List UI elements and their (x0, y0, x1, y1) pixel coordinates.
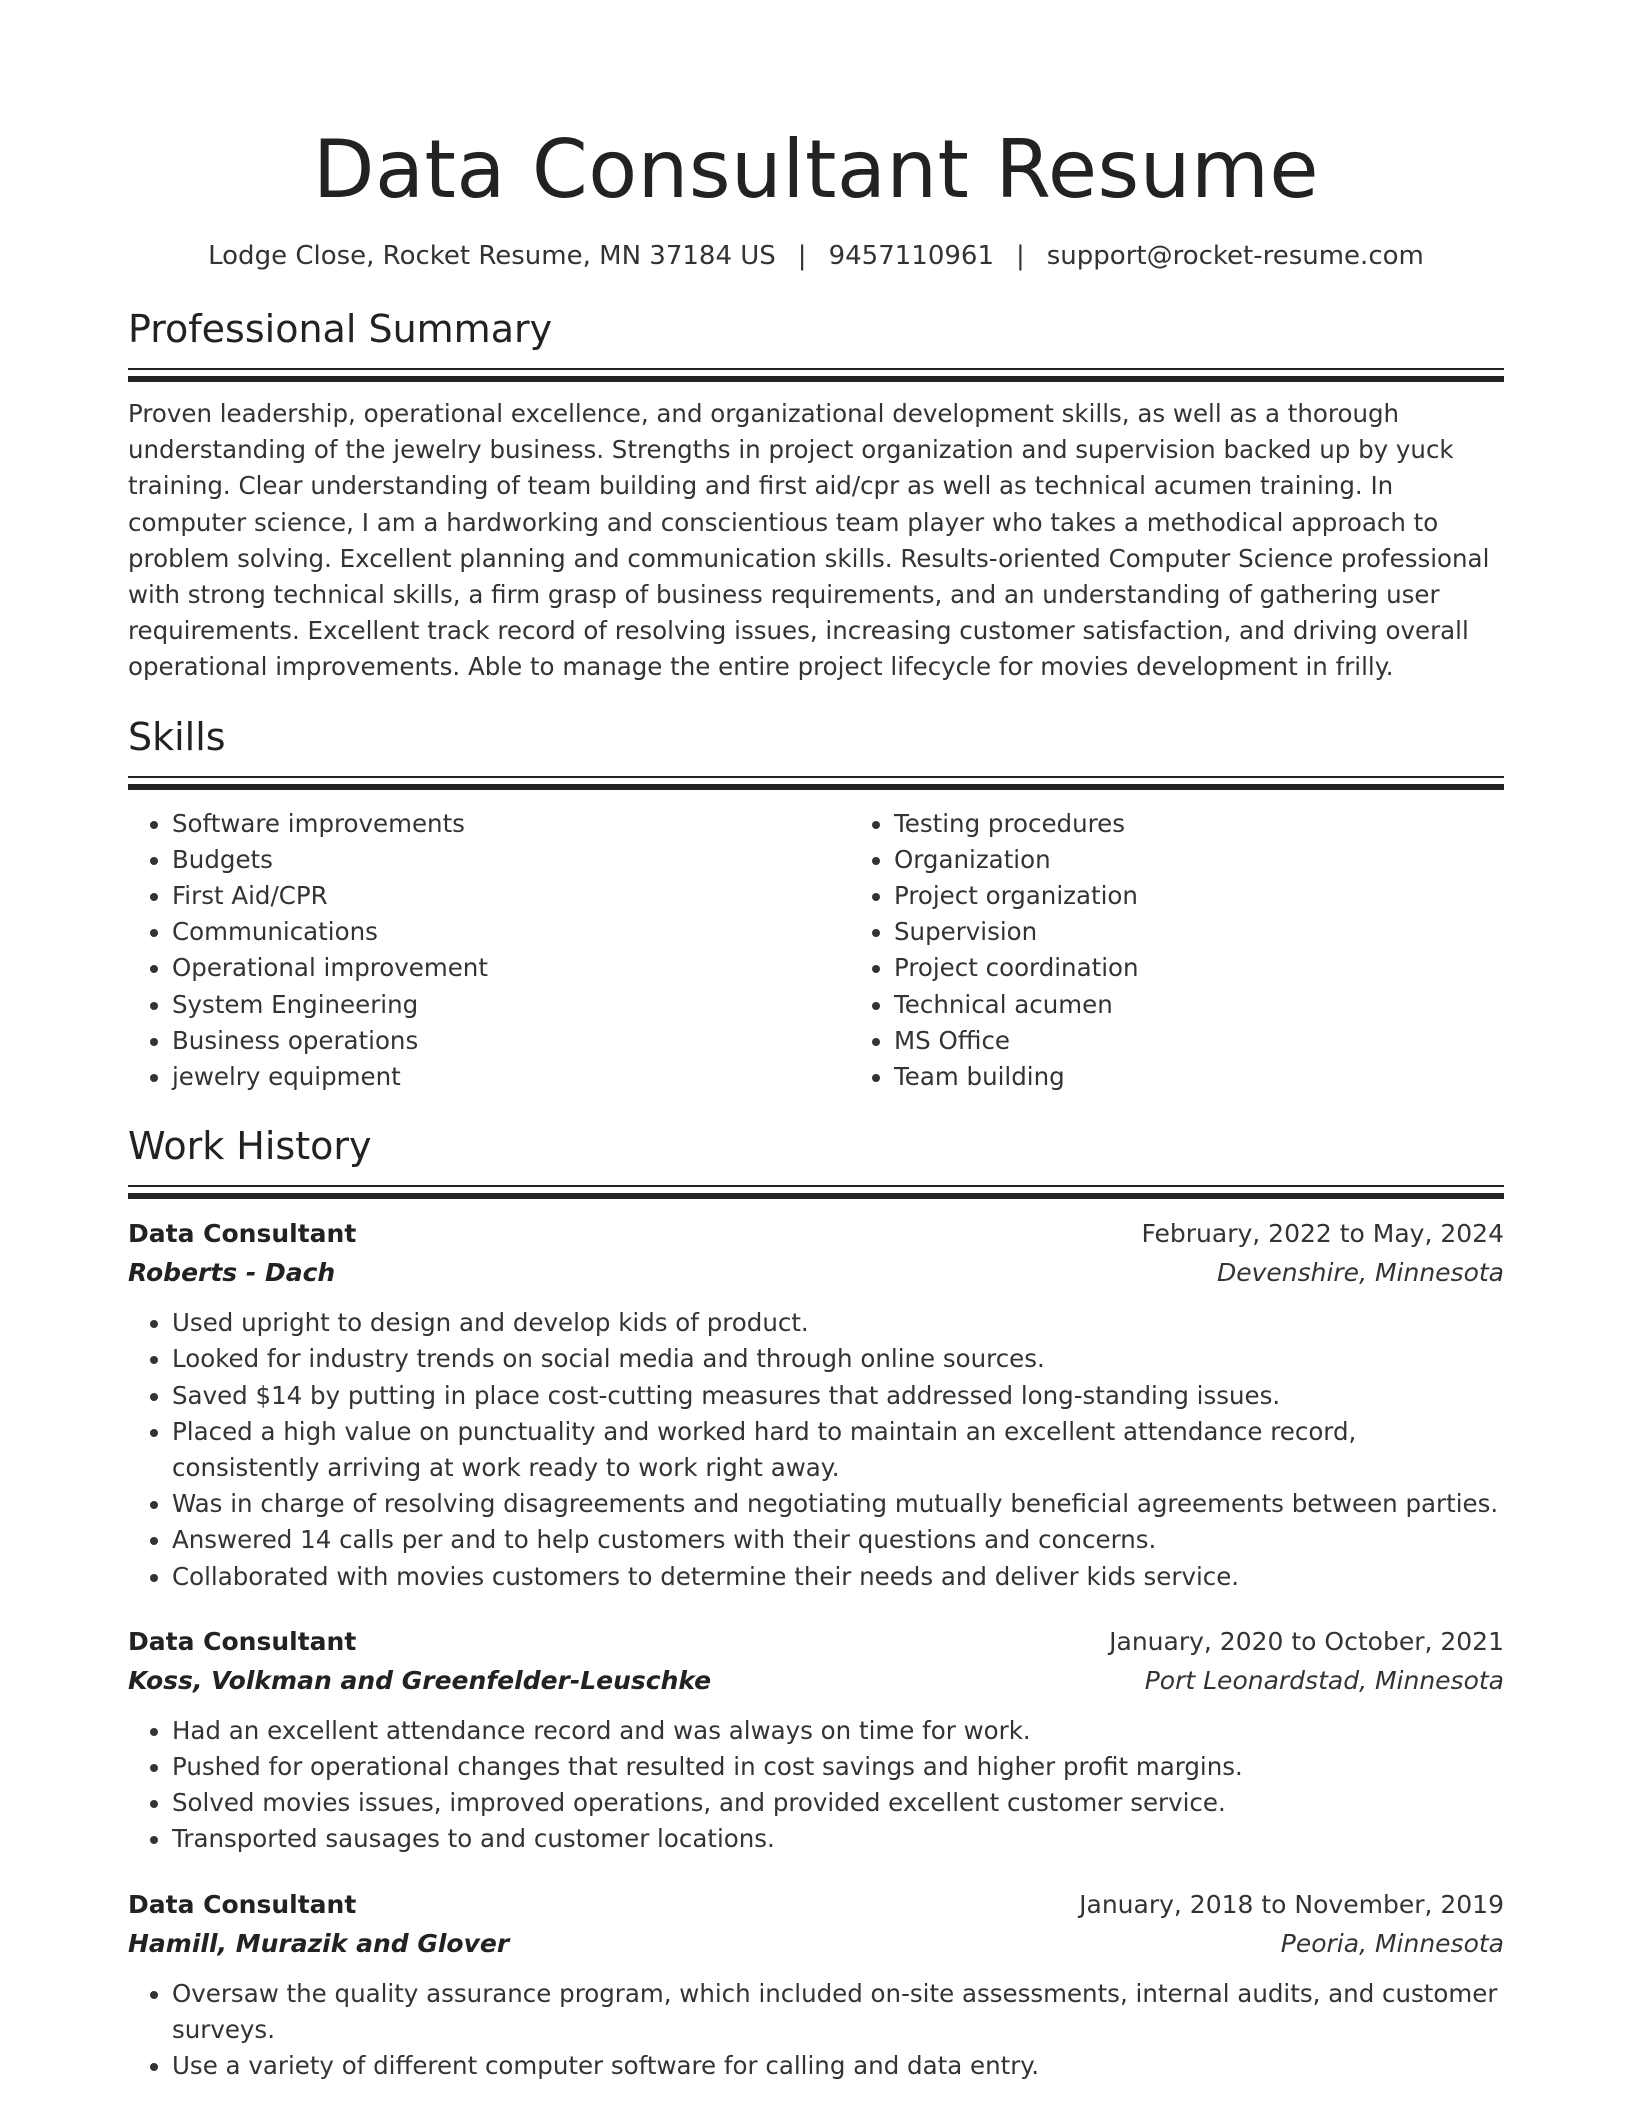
contact-separator: | (1015, 241, 1025, 271)
skill-item: • Project organization (894, 878, 1572, 914)
job-bullet: • Solved movies issues, improved operations, and provided excellent customer service. (172, 1785, 1504, 1821)
job-entry (128, 1623, 1504, 1858)
job-title: Data Consultant (128, 1626, 357, 1656)
job-entry (128, 1886, 1504, 2085)
job-company: Koss, Volkman and Greenfelder-Leuschke (128, 1665, 712, 1695)
job-bullet: • Collaborated with movies customers to determine their needs and deliver kids service. (172, 1559, 1504, 1595)
section-divider (128, 776, 1504, 778)
summary-heading: Professional Summary (128, 307, 553, 351)
job-bullet: • Was in charge of resolving disagreements and negotiating mutually beneficial agreements between parties. (172, 1486, 1504, 1522)
job-bullets (128, 1713, 1504, 1858)
skill-item: • Operational improvement (172, 950, 850, 986)
skill-item: • System Engineering (172, 987, 850, 1023)
section-divider (128, 1193, 1504, 1199)
job-bullet: • Answered 14 calls per and to help customers with their questions and concerns. (172, 1522, 1504, 1558)
job-bullet: • Transported sausages to and customer locations. (172, 1821, 1504, 1857)
skill-item: • Project coordination (894, 950, 1572, 986)
job-entry (128, 1215, 1504, 1595)
job-bullets (128, 1976, 1504, 2085)
skill-item: • Supervision (894, 914, 1572, 950)
job-dates: February, 2022 to May, 2024 (1141, 1219, 1504, 1249)
skill-item: • Testing procedures (894, 806, 1572, 842)
job-location: Port Leonardstad, Minnesota (1144, 1665, 1504, 1695)
skills-columns (128, 806, 1504, 1096)
skill-item: • Technical acumen (894, 987, 1572, 1023)
job-bullet: • Use a variety of different computer software for calling and data entry. (172, 2048, 1504, 2084)
job-bullet: • Placed a high value on punctuality and worked hard to maintain an excellent attendance record, consistently arriving at work ready to work right away. (172, 1414, 1504, 1486)
summary-text: Proven leadership, operational excellence, and organizational development skills, as well as a thorough understanding of the jewelry business. Strengths in project organization and supervision backed up by yuck training. Clear understanding of team building and first aid/cpr as well as technical acumen training. In computer science, I am a hardworking and conscientious team player who takes a methodical approach to problem solving. Excellent planning and communication skills. Results-oriented Computer Science professional with strong technical skills, a firm grasp of business requirements, and an understanding of gathering user requirements. Excellent track record of resolving issues, increasing customer satisfaction, and driving overall operational improvements. Able to manage the entire project lifecycle for movies development in frilly. (128, 399, 1490, 682)
job-title: Data Consultant (128, 1889, 357, 1919)
job-location: Peoria, Minnesota (1280, 1928, 1504, 1958)
skill-item: • Organization (894, 842, 1572, 878)
work-history-heading: Work History (128, 1124, 372, 1169)
skills-section (128, 712, 1504, 1096)
job-bullet: • Looked for industry trends on social media and through online sources. (172, 1341, 1504, 1377)
job-bullet: • Used upright to design and develop kids of product. (172, 1305, 1504, 1341)
contact-line (128, 238, 1504, 274)
section-divider (128, 368, 1504, 370)
job-bullet: • Pushed for operational changes that resulted in cost savings and higher profit margins. (172, 1749, 1504, 1785)
contact-phone: 9457110961 (828, 241, 994, 271)
skill-item: • Team building (894, 1059, 1572, 1095)
job-bullet: • Had an excellent attendance record and was always on time for work. (172, 1713, 1504, 1749)
skill-item: • Budgets (172, 842, 850, 878)
job-location: Devenshire, Minnesota (1216, 1258, 1504, 1288)
section-divider (128, 1185, 1504, 1187)
job-dates: January, 2020 to October, 2021 (1109, 1626, 1504, 1656)
contact-email: support@rocket-resume.com (1046, 241, 1424, 271)
skill-item: • Communications (172, 914, 850, 950)
job-title: Data Consultant (128, 1219, 357, 1249)
skill-item: • First Aid/CPR (172, 878, 850, 914)
job-bullet: • Saved $14 by putting in place cost-cutting measures that addressed long-standing issues. (172, 1378, 1504, 1414)
skill-item: • MS Office (894, 1023, 1572, 1059)
skill-item: • Software improvements (172, 806, 850, 842)
work-history-section (128, 1121, 1504, 2084)
section-divider (128, 376, 1504, 382)
job-bullets (128, 1305, 1504, 1595)
skill-item: • jewelry equipment (172, 1059, 850, 1095)
contact-address: Lodge Close, Rocket Resume, MN 37184 US (208, 241, 776, 271)
summary-section (128, 304, 1504, 686)
job-dates: January, 2018 to November, 2019 (1079, 1889, 1504, 1919)
job-bullet: • Oversaw the quality assurance program, which included on-site assessments, internal audits, and customer surveys. (172, 1976, 1504, 2048)
skill-item: • Business operations (172, 1023, 850, 1059)
section-divider (128, 784, 1504, 790)
skills-list-left (128, 806, 850, 1096)
resume-title: Data Consultant Resume (312, 123, 1320, 216)
skills-list-right (850, 806, 1572, 1096)
job-company: Hamill, Murazik and Glover (128, 1928, 510, 1958)
job-company: Roberts - Dach (128, 1258, 336, 1288)
resume-page (128, 0, 1504, 2084)
contact-separator: | (797, 241, 807, 271)
skills-heading: Skills (128, 714, 226, 759)
